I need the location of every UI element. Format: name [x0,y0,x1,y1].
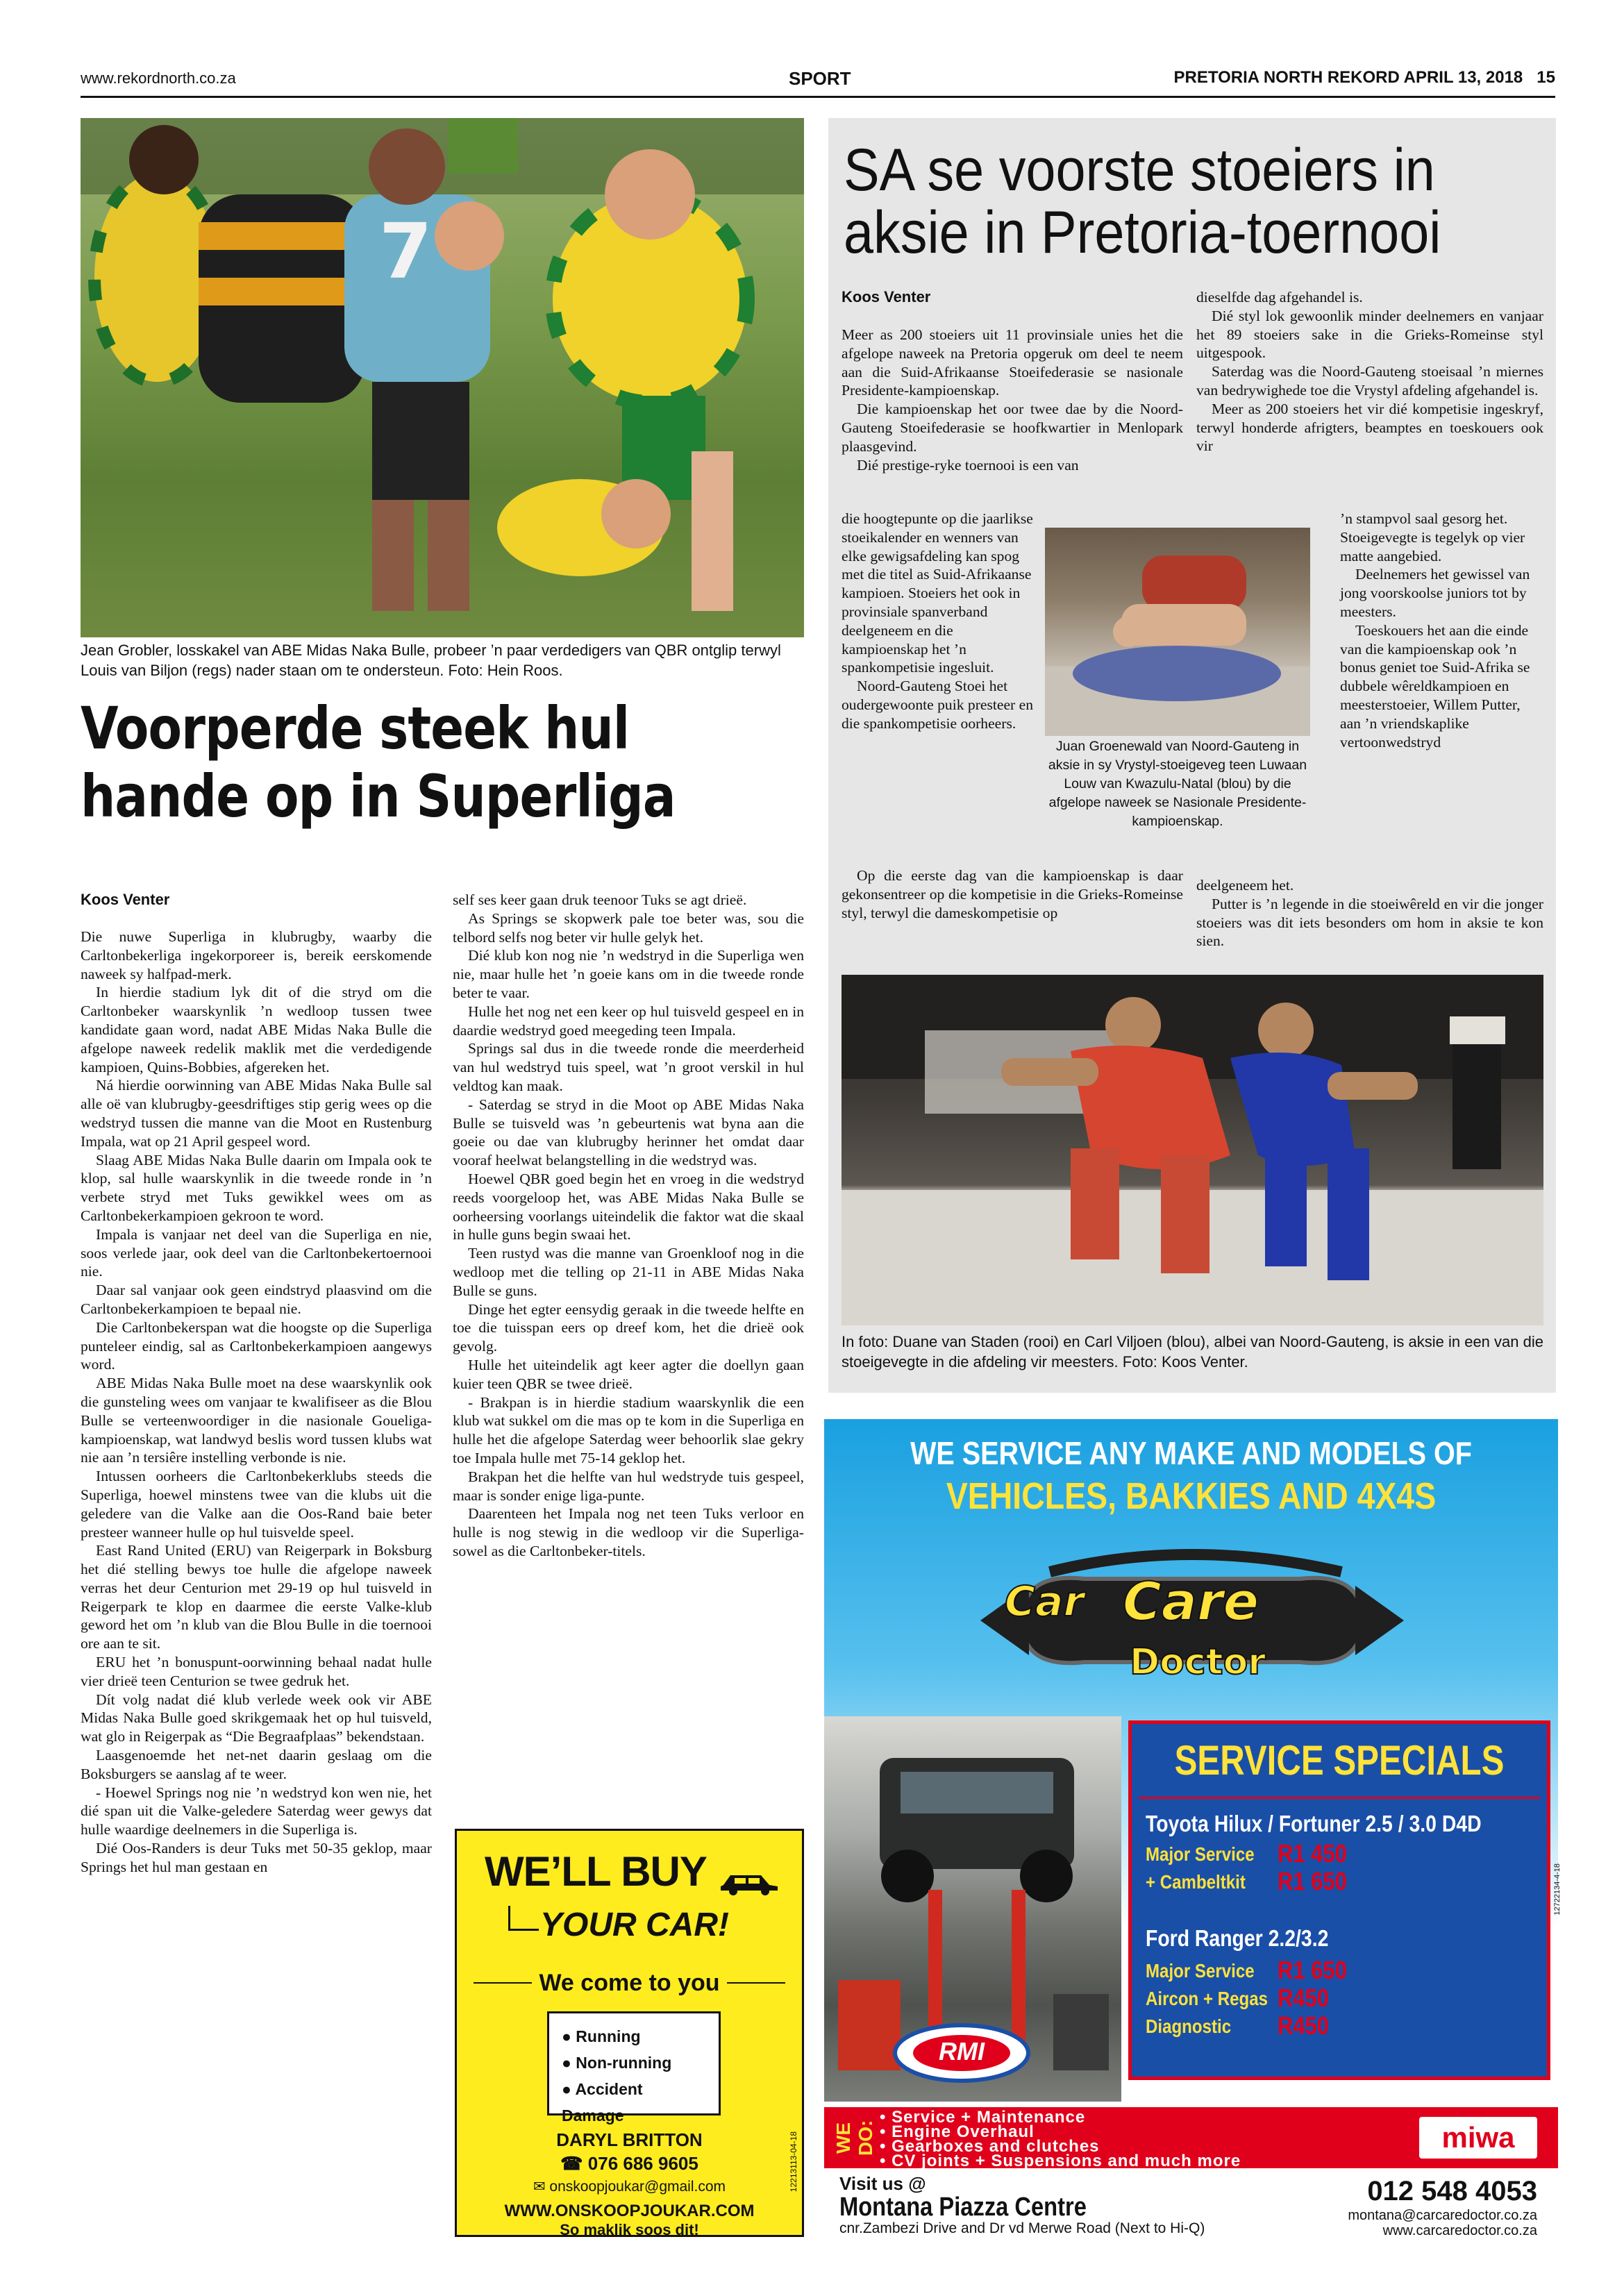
article-paragraph: Laasgenoemde het net-net daarin geslaag om die Boksburgers se aanslag af te weer. [81,1747,432,1782]
rugby-photo-caption: Jean Grobler, losskakel van ABE Midas Naka Bulle, probeer ’n paar verdedigers van QBR ontglip terwyl Louis van Biljon (regs) nader staan om te ondersteun. Foto: Hein Roos. [81,642,781,679]
article-paragraph: Teen rustyd was die manne van Groenkloof nog in die wedloop met die telling op 21-11 in ABE Midas Naka Bulle se guns. [453,1245,804,1299]
rugby-byline: Koos Venter [81,891,170,908]
buy-ad-reference: 12213113-04-18 [789,2131,798,2193]
car-icon [718,1867,780,1895]
article-paragraph: In hierdie stadium lyk dit of die stryd om die Carltonbeker waarskynlik ’n wedloop tussen twee kandidate gaan word, nadat ABE Midas Naka Bulle die afgelope naweek redelik maklik met die verdedigende kampioen, Quins-Bobbies, afgereken het. [81,984,432,1075]
article-paragraph: Springs sal dus in die tweede ronde die meerderheid van hul wedstryd tuis speel, wat ’n groot verskil in hul veldtog kan maak. [453,1040,804,1094]
buy-ad-title: WE’LL BUY [485,1848,707,1895]
article-paragraph: As Springs se skopwerk pale toe beter was, sou die telbord selfs nog beter vir hulle gelyk het. [453,910,804,946]
page-number: 15 [1537,68,1555,87]
ford-heading: Ford Ranger 2.2/3.2 [1146,1925,1329,1951]
article-paragraph: Dié styl lok gewoonlik minder deelnemers en vanjaar het 89 stoeiers sake in die Grieks-Romeinse styl uitgespook. [1196,307,1543,362]
car-ad-logo-car: Car [1005,1577,1085,1626]
article-paragraph: Dít volg nadat dié klub verlede week ook vir ABE Midas Naka Bulle goed skrikgemaak het op hul tuisveld, wat glo in Reigerpak as “Die Begraafplaas” bekendstaan. [81,1691,432,1745]
article-paragraph: Deelnemers het gewissel van jong voorskoolse juniors tot by meesters. [1340,566,1530,620]
article-paragraph: Saterdag was die Noord-Gauteng stoeisaal ’n miernes van bedrywighede toe die Vrystyl afdeling afgehandel is. [1196,363,1543,399]
buy-ad-tagline: So maklik soos dit! [560,2221,699,2238]
article-paragraph: Toeskouers het aan die einde van die kampioenskap ook ’n bonus geniet toe Suid-Afrika se dubbele wêreldkampioen en meesterstoeier, Willem Putter, aan ’n vriendskaplike vertoonwedstryd [1340,621,1530,751]
rugby-photo-illustration [81,118,804,637]
car-ad-reference: 12722134-4-18 [1553,1863,1562,1916]
car-ad-logo-care: Care [1123,1570,1259,1632]
car-ad-email[interactable]: montana@carcaredoctor.co.za [1348,2208,1537,2223]
wrestling-main-illustration [842,975,1543,1325]
article-paragraph: Meer as 200 stoeiers het vir dié kompetisie ingeskryf, terwyl honderde afrigters, beamptes en toeskouers ook vir [1196,400,1543,455]
we-do-strip [824,2107,1558,2168]
buy-ad-subtitle: YOUR CAR! [540,1907,729,1943]
car-ad-phone[interactable]: 012 548 4053 [1367,2176,1537,2206]
page-header [81,64,1555,92]
article-paragraph: East Rand United (ERU) van Reigerpark in Boksburg het dié stelling bewys toe hulle die afgelope naweek verras het deur Centurion met 29-19 op hul tuisveld in Reigerpark te klop en daarmee die eerste Valke-klub geword het om ’n klub van die Blou Bulle in die toernooi ore aan te sit. [81,1542,432,1652]
car-ad-logo-doctor: Doctor [1130,1641,1266,1683]
article-paragraph: Dié prestige-ryke toernooi is een van [857,456,1079,474]
wrestling-column-1-wrap [842,510,1036,733]
wrestling-inset-illustration [1045,528,1310,736]
wrestling-column-2-bottom [1196,876,1543,950]
buy-your-car-ad[interactable] [455,1829,804,2237]
wrestling-inset-photo [1045,528,1310,736]
garage-photo [824,1716,1121,2102]
article-paragraph: ’n stampvol saal gesorg het. Stoeigevegte is tegelyk op vier matte aangebied. [1340,510,1525,564]
wrestling-main-photo [842,975,1543,1325]
wrestling-column-2-top [1196,288,1543,455]
buy-ad-contact-name: DARYL BRITTON [556,2129,703,2150]
wrestling-headline-line-2: aksie in Pretoria-toernooi [844,199,1441,266]
wrestling-headline-line-1: SA se voorste stoeiers in [844,137,1435,203]
article-paragraph: ERU het ’n bonuspunt-oorwinning behaal nadat hulle vier drieë teen Centurion se twee gedruk het. [81,1654,432,1689]
article-paragraph: deelgeneem het. [1196,877,1294,894]
article-paragraph: Hulle het nog net een keer op hul tuisveld gespeel en in daardie wedstryd goed meegeding teen Impala. [453,1003,804,1039]
article-paragraph: Daar sal vanjaar ook geen eindstryd plaasvind om die Carltonbekerkampioen te bepaal nie. [81,1282,432,1317]
buy-ad-website[interactable]: WWW.ONSKOOPJOUKAR.COM [504,2202,755,2220]
article-paragraph: Dié klub kon nog nie ’n wedstryd in die Superliga wen nie, maar hulle het ’n goeie kans om in die tweede ronde beter te vaar. [453,947,804,1001]
toyota-heading: Toyota Hilux / Fortuner 2.5 / 3.0 D4D [1146,1811,1482,1836]
article-paragraph: Die nuwe Superliga in klubrugby, waarby die Carltonbekerliga ingekorporeer is, bereik eerskomende naweek sy halfpad-merk. [81,928,432,982]
article-paragraph: dieselfde dag afgehandel is. [1196,289,1363,305]
specials-rule [1139,1797,1540,1799]
rugby-article-column-2 [453,891,804,1561]
ford-major-label: Major Service [1146,1960,1255,1981]
car-ad-line-2: VEHICLES, BAKKIES AND 4X4S [946,1475,1437,1517]
diagnostic-label: Diagnostic [1146,2016,1232,2037]
article-paragraph: Die kampioenskap het oor twee dae by die Noord-Gauteng Stoeifederasie se hoofkwartier in Menlopark plaasgevind. [842,401,1183,455]
list-item: ● Non-running [562,2054,672,2072]
publication-name: PRETORIA NORTH REKORD APRIL 13, 2018 [1173,68,1523,87]
toyota-cambelt-label: + Cambeltkit [1146,1871,1246,1893]
condition-running: Running [576,2027,641,2045]
wrestling-column-1-bottom [842,866,1183,922]
article-paragraph: die hoogtepunte op die jaarlikse stoeikalender en wenners van elke gewigsafdeling kan spog met die titel as Suid-Afrikaanse kampioen. Stoeiers het ook in provinsiale spanverband deelgeneem en die kampioenskap het ’n spankompetisie ingesluit. [842,510,1033,676]
aircon-price: R450 [1278,1984,1330,2012]
list-item: • CV joints + Suspensions and much more [880,2152,1241,2170]
publication-date [1174,68,1556,87]
miwa-logo: miwa [1419,2117,1537,2159]
ford-major-price: R1 650 [1278,1956,1347,1984]
article-paragraph: Putter is ’n legende in die stoeiwêreld en vir die jonger stoeiers was dit iets besonders om hom in aksie te kon sien. [1196,895,1543,950]
article-paragraph: Noord-Gauteng Stoei het oudergewoonte puik presteer en die spankompetisie oorheers. [842,678,1034,732]
rmi-logo-text: RMI [939,2037,985,2065]
wrestling-column-1-top [842,326,1183,474]
rugby-headline-line-1: Voorperde steek hul [81,694,630,762]
article-paragraph: ABE Midas Naka Bulle moet na dese waarskynlik ook die gunsteling wees om vanjaar te kwalifiseer as die Blou Bulle se verteenwoordiger in die nasionale Goueliga-kampioenskap, wat landwyd beslis word tussen klubs wat nie aan ’n tersiêre instelling verbonde is nie. [81,1375,432,1466]
article-paragraph: Meer as 200 stoeiers uit 11 provinsiale unies het die afgelope naweek na Pretoria opgeruk om deel te neem aan die Suid-Afrikaanse Stoeifederasie se nasionale Presidente-kampioenskap. [842,326,1183,399]
article-paragraph: Brakpan het die helfte van hul wedstryde tuis gespeel, maar is sonder enige liga-punte. [453,1468,804,1504]
we-do-list [880,2110,1241,2168]
article-paragraph: Impala is vanjaar net deel van die Superliga en nie, soos verlede jaar, ook deel van die Carltonbekertoernooi nie. [81,1225,432,1280]
wrestling-inset-caption: Juan Groenewald van Noord-Gauteng in aksie in sy Vrystyl-stoeigeveg teen Luwaan Louw van Kwazulu-Natal (blou) by die afgelope naweek se Nasionale Presidente-kampioenskap. [1048,739,1307,829]
rugby-headline-line-2: hande op in Superliga [81,762,676,830]
car-care-doctor-ad[interactable] [824,1419,1562,2238]
article-paragraph: Op die eerste dag van die kampioenskap is daar gekonsentreer op die kompetisie in die Grieks-Romeinse styl, terwyl die dameskompetisie op [842,867,1183,921]
header-rule [81,96,1555,98]
wrestling-byline: Koos Venter [842,288,931,305]
article-paragraph: Daarenteen het Impala nog net teen Tuks verloor en hulle is nog stewig in die wedloop vir die Superliga- sowel as die Carltonbeker-titels. [453,1505,804,1559]
centre-address: cnr.Zambezi Drive and Dr vd Merwe Road (Next to Hi-Q) [839,2220,1205,2236]
article-paragraph: Dié Oos-Randers is deur Tuks met 50-35 geklop, maar Springs het hul man gestaan en [81,1840,432,1875]
aircon-label: Aircon + Regas [1146,1988,1268,2009]
buy-ad-condition-list [547,2011,721,2125]
article-paragraph: Hulle het uiteindelik agt keer agter die doellyn gaan kuier teen QBR se twee drieë. [453,1356,804,1392]
list-item: • Service + Maintenance [880,2108,1086,2127]
car-ad-website[interactable]: www.carcaredoctor.co.za [1382,2223,1537,2238]
diagnostic-price: R450 [1278,2011,1330,2040]
centre-name: Montana Piazza Centre [839,2193,1087,2222]
article-paragraph: Dinge het egter eensydig geraak in die tweede helfte en toe die tuisspan eers op dreef kom, het die drieë ook gevolg. [453,1300,804,1355]
condition-non-running: Non-running [576,2054,672,2072]
article-paragraph: - Saterdag se stryd in die Moot op ABE Midas Naka Bulle se tuisveld was ’n gebeurtenis wat byna aan die goeie ou dae van klubrugby herinner het omdat daar vooraf heelwat belangstelling in die wedstryd was. [453,1096,804,1169]
toyota-cambelt-price: R1 650 [1278,1867,1347,1895]
buy-ad-email[interactable]: ✉ onskoopjoukar@gmail.com [533,2179,726,2195]
article-paragraph: - Brakpan is in hierdie stadium waarskynlik die een klub wat sukkel om die mas op te kom in die Superliga en hulle het die afgelope Saterdag weer behoorlik slae gekry toe Impala hulle met 75-14 geklop het. [453,1393,804,1466]
car-ad-line-1: WE SERVICE ANY MAKE AND MODELS OF [910,1435,1472,1471]
article-paragraph: Ná hierdie oorwinning van ABE Midas Naka Bulle sal alle oë van klubrugby-geesdriftiges stip gerig wees op die wedstryd tussen die manne van die Moot en Rustenburg Impala, wat op 21 April gespeel word. [81,1077,432,1150]
subtitle-bracket [508,1906,539,1931]
toyota-major-price: R1 450 [1278,1839,1347,1868]
buy-ad-phone[interactable]: ☎ 076 686 9605 [560,2153,698,2174]
wrestling-main-caption: In foto: Duane van Staden (rooi) en Carl Viljoen (blou), albei van Noord-Gauteng, is aksie in een van die stoeigevegte in die afdeling vir meesters. Foto: Koos Venter. [842,1333,1543,1371]
list-item: ● Accident Damage [562,2080,643,2125]
we-do-label: WE DO: [832,2120,876,2156]
article-paragraph: self ses keer gaan druk teenoor Tuks se agt drieë. [453,891,747,908]
section-name: SPORT [789,68,851,89]
article-paragraph: - Hoewel Springs nog nie ’n wedstryd kon wen nie, het dié span uit die Valke-geledere Saterdag weer gewys dat hulle waardige deelnemers in die Superliga is. [81,1784,432,1838]
rugby-photo [81,118,804,637]
rugby-article-column-1 [81,928,432,1877]
article-paragraph: Slaag ABE Midas Naka Bulle daarin om Impala ook te klop, sal hulle waarskynlik in die tweede ronde in ’n verbete stryd met Tuks gewikkel wees om as Carltonbekerkampioen gekroon te word. [81,1151,432,1224]
visit-label: Visit us @ [839,2173,926,2194]
article-paragraph: Hoewel QBR goed begin het en vroeg in die wedstryd reeds voorgeloop het, was ABE Midas Naka Bulle se oorheersing voorlangs uiteindelik die faktor wat die skaal in hulle guns begin swaai het. [453,1170,804,1243]
rugby-headline [81,694,687,830]
condition-accident-damage: Accident Damage [562,2080,643,2125]
site-url[interactable]: www.rekordnorth.co.za [81,69,236,87]
wrestling-headline [844,139,1475,264]
service-specials-box [1128,1720,1550,2080]
wrestling-column-2-wrap [1340,510,1543,751]
toyota-major-label: Major Service [1146,1843,1255,1865]
come-to-you-text: We come to you [532,1970,726,1996]
list-item: • Engine Overhaul [880,2122,1035,2141]
article-paragraph: Intussen oorheers die Carltonbekerklubs steeds die Superliga, hoewel minstens twee van die klubs uit die geledere van die Valke aan die Oos-Rand baie beter presteer wanneer hulle op hul tuisvelde speel. [81,1468,432,1541]
list-item: • Gearboxes and clutches [880,2137,1100,2156]
svg-text:7: 7 [379,207,433,296]
buy-ad-come-to-you [457,1970,802,1997]
specials-title: SERVICE SPECIALS [1174,1737,1505,1784]
article-paragraph: Die Carltonbekerspan wat die hoogste op die Superliga punteleer eindig, sal as Carltonbekerkampioen aangewys word. [81,1318,432,1373]
list-item: ● Running [562,2027,641,2045]
